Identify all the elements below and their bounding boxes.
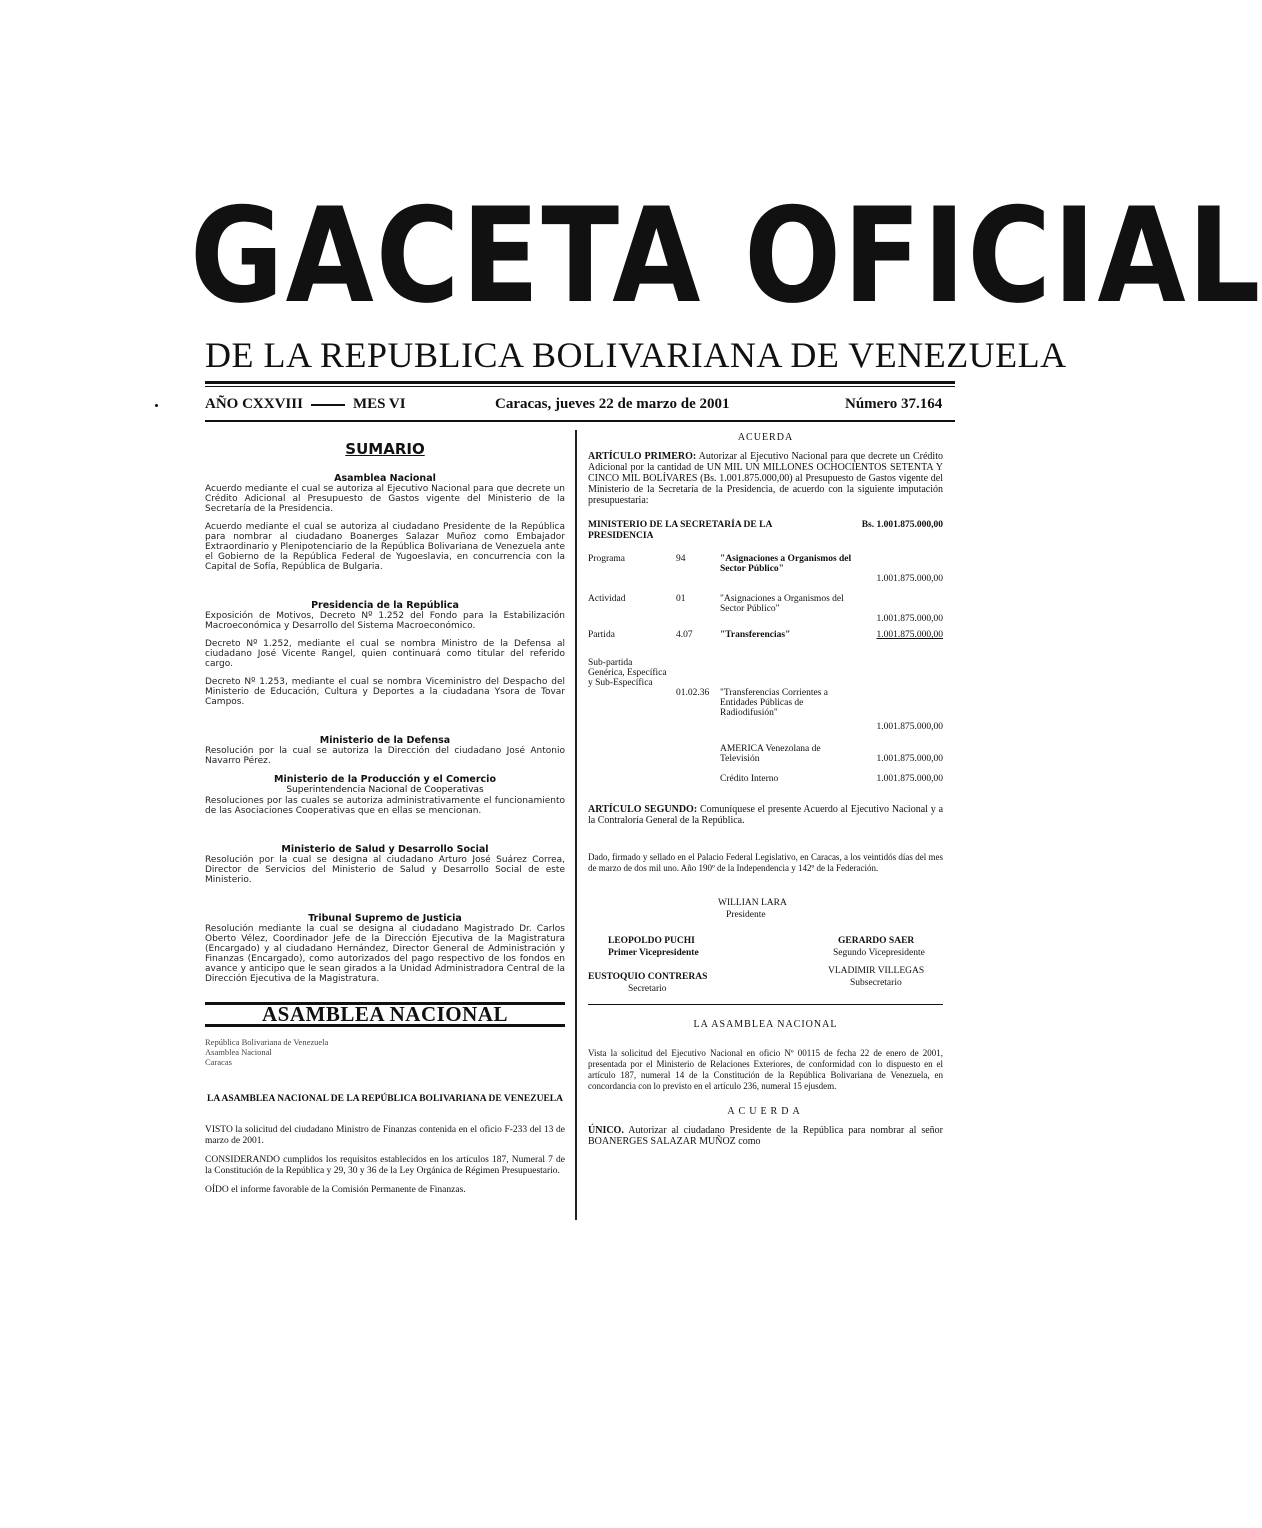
issue-month: MES VI	[352, 396, 406, 412]
header-rule-top	[205, 381, 955, 384]
letterhead-lines: República Bolivariana de Venezuela Asamblea Nacional Caracas	[205, 1037, 329, 1067]
imputation-row: Actividad 01 "Asignaciones a Organismos del Sector Público" 1.001.875.000,00	[588, 594, 943, 624]
signer-name: VLADIMIR VILLEGAS	[828, 966, 925, 976]
article-text: Autorizar al ciudadano Presidente de la República para nombrar al señor BOANERGES SALAZAR MUÑOZ como	[588, 1125, 943, 1147]
sumario-entry: Decreto Nº 1.253, mediante el cual se nombra Viceministro del Despacho del Ministerio de Educación, Cultura y Deportes a la ciudadana Ysora de Tovar Campos.	[205, 677, 565, 707]
visto-paragraph: VISTO la solicitud del ciudadano Ministro de Finanzas contenida en el oficio F-233 del 13 de marzo de 2001.	[205, 1125, 565, 1146]
article-label: ÚNICO.	[588, 1125, 624, 1136]
sumario-section-heading: Tribunal Supremo de Justicia	[308, 913, 462, 924]
masthead-title: GACETA OFICIAL	[190, 179, 1262, 333]
sumario-section-subheading: Superintendencia Nacional de Cooperativas	[286, 785, 484, 795]
sumario-entry: Resolución por la cual se autoriza la Dirección del ciudadano José Antonio Navarro Pérez.	[205, 746, 565, 766]
considerando-paragraph: CONSIDERANDO cumplidos los requisitos establecidos en los artículos 187, Numeral 7 de la Constitución de la República y 29, 30 y 36 de la Ley Orgánica de Régimen Presupuestario.	[205, 1155, 565, 1176]
fuente-row: Crédito Interno 1.001.875.000,00	[720, 774, 943, 784]
article-second	[588, 804, 943, 826]
sumario-title: SUMARIO	[345, 440, 425, 458]
masthead-subtitle: DE LA REPUBLICA BOLIVARIANA DE VENEZUELA	[205, 335, 1067, 375]
signer-name: EUSTOQUIO CONTRERAS	[588, 972, 708, 982]
signer-title: Presidente	[726, 910, 766, 920]
signatures	[588, 884, 943, 1044]
sumario-section-heading: Ministerio de la Producción y el Comercio	[274, 774, 496, 785]
article-unico	[588, 1125, 943, 1147]
fuente-row: AMERICA Venezolana de Televisión 1.001.875.000,00	[720, 744, 943, 764]
imputation-row: Programa 94 "Asignaciones a Organismos del Sector Público" 1.001.875.000,00	[588, 554, 943, 584]
signer-name: GERARDO SAER	[838, 936, 915, 946]
sumario-section-heading: Presidencia de la República	[311, 600, 459, 611]
issue-number: Número 37.164	[845, 396, 943, 412]
sumario-section-heading: Asamblea Nacional	[334, 473, 436, 484]
sumario-section-heading: Ministerio de la Defensa	[319, 735, 451, 746]
imputation-row: Sub-partida Genérica, Específica y Sub-Específica 01.02.36 "Transferencias Corrientes a Entidades Públicas de Radiodifusión" 1.001.875.000,00	[588, 658, 943, 732]
article-text: Autorizar al Ejecutivo Nacional para que decrete un Crédito Adicional por la cantidad de UN MIL UN MILLONES OCHOCIENTOS SETENTA Y CINCO MIL BOLÍVARES (Bs. 1.001.875.000,00) al Presupuesto de Gastos vigente del Ministerio de la Secretaría de la Presidencia, de acuerdo con la siguiente imputación presupuestaria:	[588, 451, 943, 506]
section-rule	[588, 1004, 943, 1005]
sumario-entry: Resolución por la cual se designa al ciudadano Arturo José Suárez Correa, Director de Servicios del Ministerio de Salud y Desarrollo Social de este Ministerio.	[205, 855, 565, 885]
left-column	[205, 440, 565, 1204]
sumario-entry: Acuerdo mediante el cual se autoriza al ciudadano Presidente de la República para nombrar al ciudadano Boanerges Salazar Muñoz como Embajador Extraordinario y Plenipotenciario de la República Bolivariana de Venezuela ante el Gobierno de la República Federal de Yugoeslavia, en concurrencia con la Capital de Sofía, República de Bulgaria.	[205, 522, 565, 572]
signer-name: WILLIAN LARA	[718, 898, 787, 908]
imputation-row: Partida 4.07 "Transferencias" 1.001.875.000,00	[588, 630, 943, 640]
issue-date: Caracas, jueves 22 de marzo de 2001	[495, 396, 730, 412]
vista-paragraph: Vista la solicitud del Ejecutivo Nacional en oficio Nº 00115 de fecha 22 de enero de 2001, presentada por el Ministerio de Relaciones Exteriores, de conformidad con lo dispuesto en el artículo 187, numeral 14 de la Constitución de la República Bolivariana de Venezuela, en concordancia con lo previsto en el artículo 236, numeral 15 ejusdem.	[588, 1048, 943, 1091]
sumario-entry: Decreto Nº 1.252, mediante el cual se nombra Ministro de la Defensa al ciudadano José Vicente Rangel, quien continuará como titular del referido cargo.	[205, 639, 565, 669]
article-label: ARTÍCULO PRIMERO:	[588, 451, 697, 462]
signer-title: Secretario	[628, 984, 667, 994]
ministerio-line: MINISTERIO DE LA SECRETARÍA DE LA PRESIDENCIA Bs. 1.001.875.000,00	[588, 520, 943, 541]
right-column	[588, 432, 943, 1147]
sumario-entry: Exposición de Motivos, Decreto Nº 1.252 del Fondo para la Estabilización Macroeconómica y Desarrollo del Sistema Macroeconómico.	[205, 611, 565, 631]
header-rule-bottom	[205, 420, 955, 422]
article-label: ARTÍCULO SEGUNDO:	[588, 804, 698, 815]
asamblea-heading: LA ASAMBLEA NACIONAL	[693, 1019, 838, 1030]
signer-title: Primer Vicepresidente	[608, 948, 699, 958]
signer-title: Subsecretario	[850, 978, 902, 988]
acuerda-heading: ACUERDA	[727, 1106, 804, 1117]
article-first	[588, 451, 943, 506]
dateline	[205, 396, 955, 414]
signer-title: Segundo Vicepresidente	[833, 948, 925, 958]
sumario-entry: Resolución mediante la cual se designa al ciudadano Magistrado Dr. Carlos Oberto Vélez, Coordinador Jefe de la Dirección Ejecutiva de la Magistratura (Encargado) y al ciudadano Hernández, Director General de Administración y Finanzas (Encargado), como autorizados del pago respectivo de los fondos en avance y anticipo que le sean girados a la Unidad Administradora Central de la Dirección Ejecutiva de la Magistratura.	[205, 924, 565, 984]
dash-divider	[311, 404, 345, 406]
scan-speck	[155, 404, 158, 407]
header-rule-top-thin	[205, 386, 955, 387]
article-text: Comuníquese el presente Acuerdo al Ejecutivo Nacional y a la Contraloría General de la República.	[588, 804, 944, 826]
signer-name: LEOPOLDO PUCHI	[608, 936, 695, 946]
acuerdo-heading: LA ASAMBLEA NACIONAL DE LA REPÚBLICA BOLIVARIANA DE VENEZUELA	[207, 1094, 563, 1104]
sumario-section-heading: Ministerio de Salud y Desarrollo Social	[281, 844, 489, 855]
issue-year: AÑO CXXVIII	[205, 396, 303, 412]
acuerda-heading: ACUERDA	[737, 432, 794, 443]
dado-paragraph: Dado, firmado y sellado en el Palacio Federal Legislativo, en Caracas, a los veintidós días del mes de marzo de dos mil uno. Año 190º de la Independencia y 142º de la Federación.	[588, 852, 943, 873]
sumario-entry: Acuerdo mediante el cual se autoriza al Ejecutivo Nacional para que decrete un Crédito Adicional al Presupuesto de Gastos vigente del Ministerio de la Secretaría de la Presidencia.	[205, 484, 565, 514]
sumario-entry: Resoluciones por las cuales se autoriza administrativamente el funcionamiento de las Asociaciones Cooperativas que en ellas se mencionan.	[205, 796, 565, 816]
oido-paragraph: OÍDO el informe favorable de la Comisión Permanente de Finanzas.	[205, 1185, 466, 1195]
column-divider	[575, 430, 577, 1220]
section-banner: ASAMBLEA NACIONAL	[205, 1002, 565, 1027]
